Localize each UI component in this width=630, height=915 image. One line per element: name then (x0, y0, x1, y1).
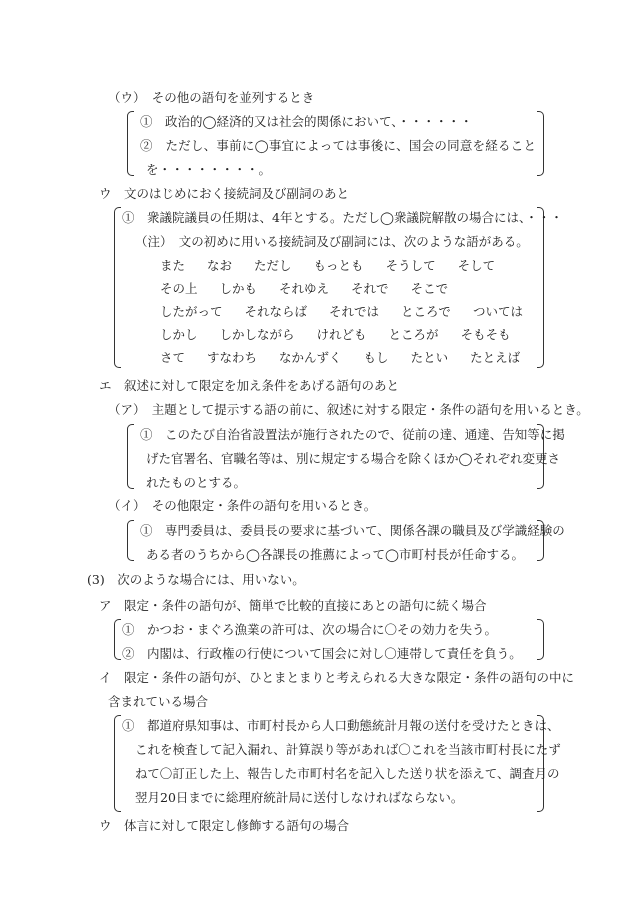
conjunction-word: たとい (410, 350, 449, 365)
example-line: ② ただし、事前に◯事宜によっては事後に、国会の同意を経ること (140, 138, 536, 153)
section-e-heading: エ 叙述に対して限定を加え条件をあげる語句のあと (99, 378, 400, 393)
conjunction-word: しかし (160, 327, 198, 342)
right-bracket (537, 111, 544, 176)
example-line: ① 専門委員は、委員長の要求に基づいて、関係各課の職員及び学識経験の (140, 523, 565, 538)
conjunction-word: それでは (329, 304, 380, 319)
left-bracket (127, 424, 134, 489)
conjunction-word: そもそも (460, 327, 511, 342)
conjunction-word: もっとも (313, 258, 364, 273)
right-bracket (537, 619, 544, 660)
example-line: を・・・・・・・・。 (146, 162, 272, 177)
conjunction-word: ついては (472, 304, 523, 319)
section-3c-heading: ウ 体言に対して限定し修飾する語句の場合 (99, 818, 350, 833)
conjunction-word: しかしながら (219, 327, 295, 342)
example-line: ねて〇訂正した上、報告した市町村名を記入した送り状を添えて、調査月の (135, 766, 560, 781)
section-3b-heading-cont: 含まれている場合 (108, 694, 209, 709)
left-bracket (127, 111, 134, 176)
example-line: ② 内閣は、行政権の行使について国会に対し〇連帯して責任を負う。 (122, 646, 522, 661)
example-line: ある者のうちから◯各課長の推薦によって◯市町村長が任命する。 (146, 547, 524, 562)
example-line: ① このたび自治省設置法が施行されたので、従前の達、通達、告知等に掲 (140, 427, 565, 442)
conjunction-word: それならば (244, 304, 308, 319)
example-line: 翌月20日までに総理府統計局に送付しなければならない。 (135, 790, 464, 805)
example-line: これを検査して記入漏れ、計算誤り等があれば〇これを当該市町村長にたず (135, 742, 561, 757)
conjunction-word: ところで (401, 304, 451, 319)
left-bracket (114, 715, 121, 812)
left-bracket (114, 619, 121, 660)
example-line: れたものとする。 (146, 475, 247, 490)
section-3b-heading: イ 限定・条件の語句が、ひとまとまりと考えられる大きな限定・条件の語句の中に (99, 670, 575, 685)
conjunction-word: それゆえ (279, 281, 330, 296)
conjunction-word: ところが (388, 327, 439, 342)
section-u-heading: （ウ） その他の語句を並列するとき (108, 90, 315, 105)
conjunction-word: もし (363, 350, 389, 365)
conjunction-list (160, 258, 545, 373)
conjunction-row (160, 350, 545, 373)
conjunction-word: なお (207, 258, 233, 273)
subsection-a-heading: （ア） 主題として提示する語の前に、叙述に対する限定・条件の語句を用いるとき。 (108, 402, 589, 417)
section-3-heading: (3) 次のような場合には、用いない。 (87, 572, 305, 587)
conjunction-word: ただし (254, 258, 292, 273)
note-line: （注） 文の初めに用いる接続詞及び副詞には、次のような語がある。 (135, 234, 529, 249)
conjunction-word: それで (351, 281, 389, 296)
example-line: げた官署名、官職名等は、別に規定する場合を除くほか◯それぞれ変更さ (146, 451, 560, 466)
conjunction-word: けれども (316, 327, 367, 342)
conjunction-word: たとえば (470, 350, 521, 365)
left-bracket (127, 520, 134, 561)
conjunction-word: また (160, 258, 186, 273)
conjunction-word: なかんずく (279, 350, 342, 365)
conjunction-word: しかも (219, 281, 258, 296)
conjunction-word: そして (457, 258, 496, 273)
section-c-heading: ウ 文のはじめにおく接続詞及び副詞のあと (99, 186, 350, 201)
conjunction-row (160, 304, 545, 327)
conjunction-word: その上 (160, 281, 198, 296)
conjunction-row (160, 327, 545, 350)
conjunction-word: すなわち (207, 350, 258, 365)
left-bracket (114, 207, 121, 368)
conjunction-word: そうして (385, 258, 436, 273)
conjunction-word: さて (160, 350, 186, 365)
conjunction-row (160, 281, 545, 304)
example-line: ① 衆議院議員の任期は、4年とする。ただし◯衆議院解散の場合には、・・・ (122, 210, 563, 225)
example-line: ① かつお・まぐろ漁業の許可は、次の場合に〇その効力を失う。 (122, 622, 498, 637)
section-3a-heading: ア 限定・条件の語句が、簡単で比較的直接にあとの語句に続く場合 (99, 598, 487, 613)
example-line: ① 政治的◯経済的又は社会的関係において、・・・・・・ (140, 114, 473, 129)
conjunction-word: したがって (160, 304, 223, 319)
subsection-i-heading: （イ） その他限定・条件の語句を用いるとき。 (108, 498, 377, 513)
example-line: ① 都道府県知事は、市町村長から人口動態統計月報の送付を受けたときは、 (122, 718, 560, 733)
conjunction-row (160, 258, 545, 281)
conjunction-word: そこで (410, 281, 449, 296)
